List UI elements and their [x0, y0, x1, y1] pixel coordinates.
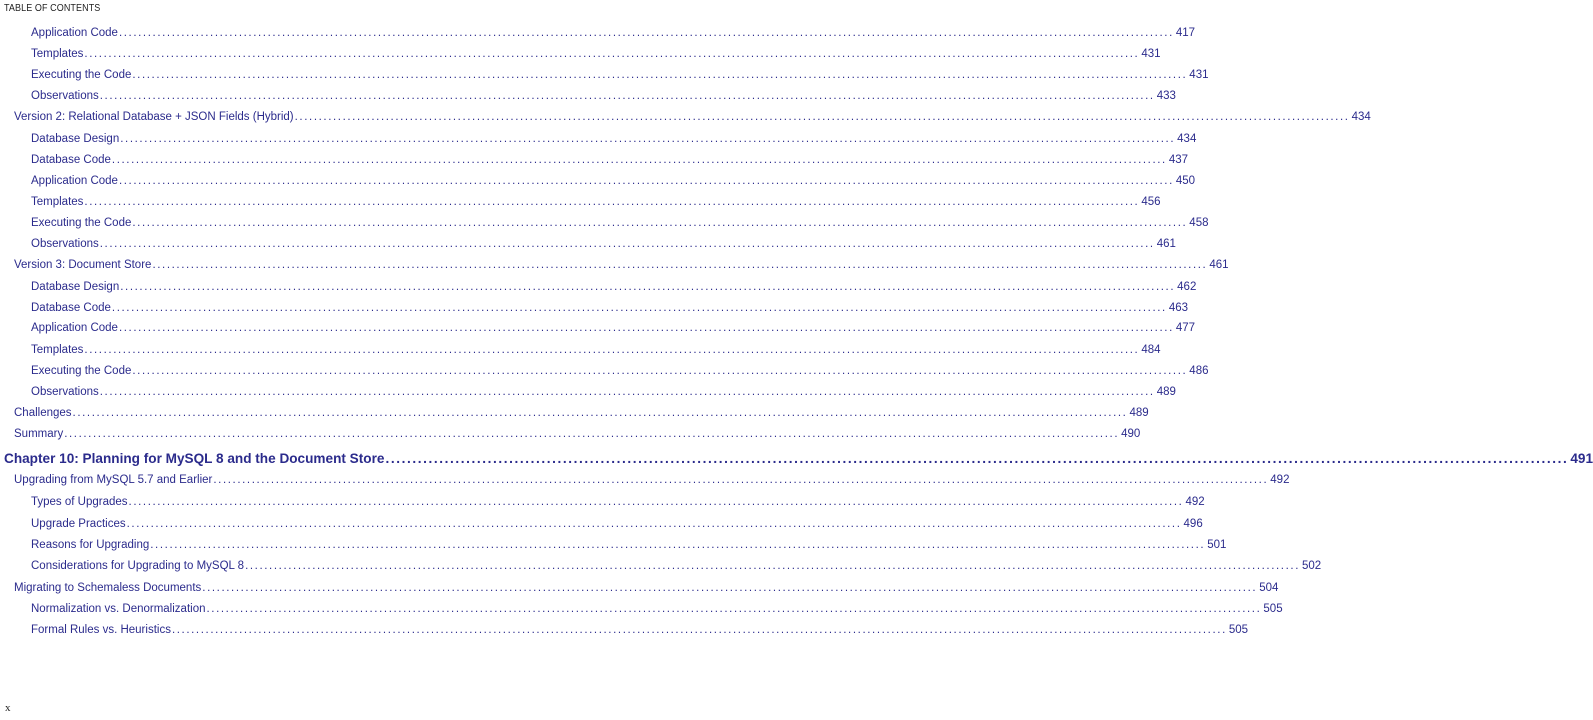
- running-head: TABLE OF CONTENTS: [4, 3, 101, 14]
- toc-entry-page: 491: [1570, 451, 1593, 466]
- toc-entry[interactable]: [31, 603, 1283, 618]
- toc-entry[interactable]: [31, 27, 1196, 42]
- dot-leader: ............................................................................................................................................................................................................................: [126, 518, 1182, 530]
- toc-entry-page: 501: [1207, 539, 1227, 551]
- toc-entry-page: 489: [1156, 386, 1176, 398]
- dot-leader: ............................................................................................................................................................................................................................: [206, 603, 1262, 615]
- toc-entry[interactable]: [31, 539, 1227, 554]
- toc-entry[interactable]: [31, 518, 1203, 533]
- toc-entry[interactable]: [14, 259, 1229, 274]
- dot-leader: ............................................................................................................................................................................................................................: [150, 539, 1206, 551]
- dot-leader: ............................................................................................................................................................................................................................: [118, 27, 1174, 39]
- toc-entry-page: 496: [1183, 518, 1203, 530]
- dot-leader: ............................................................................................................................................................................................................................: [294, 111, 1350, 123]
- dot-leader: ............................................................................................................................................................................................................................: [213, 474, 1269, 486]
- toc-entry-page: 450: [1175, 175, 1196, 187]
- dot-leader: ............................................................................................................................................................................................................................: [128, 496, 1184, 508]
- toc-entry-page: 462: [1177, 281, 1197, 293]
- toc-entry[interactable]: [14, 428, 1141, 443]
- page-number: x: [5, 702, 11, 714]
- toc-entry-page: 456: [1141, 196, 1161, 208]
- toc-entry-page: 489: [1129, 407, 1149, 419]
- toc-entry[interactable]: [31, 386, 1176, 401]
- toc-entry-title: Reasons for Upgrading: [31, 539, 150, 551]
- toc-entry-page: 492: [1185, 496, 1205, 508]
- toc-entry[interactable]: [31, 133, 1197, 148]
- toc-entry[interactable]: [31, 154, 1189, 169]
- toc-entry[interactable]: [31, 238, 1176, 253]
- toc-entry-title: Templates: [31, 48, 84, 60]
- dot-leader: ............................................................................................................................................................................................................................: [171, 624, 1227, 636]
- toc-entry-title: Application Code: [31, 322, 118, 334]
- toc-entry-page: 461: [1156, 238, 1176, 250]
- dot-leader: ............................................................................................................................................................................................................................: [111, 154, 1167, 166]
- dot-leader: ............................................................................................................................................................................................................................: [385, 451, 1569, 466]
- toc-entry-page: 504: [1259, 582, 1279, 594]
- toc-entry-title: Version 3: Document Store: [14, 259, 152, 271]
- dot-leader: ............................................................................................................................................................................................................................: [132, 217, 1188, 229]
- toc-entry[interactable]: [31, 624, 1249, 639]
- toc-entry-title: Version 2: Relational Database + JSON Fields (Hybrid): [14, 111, 294, 123]
- toc-entry-title: Summary: [14, 428, 64, 440]
- dot-leader: ............................................................................................................................................................................................................................: [118, 322, 1174, 334]
- toc-entry-title: Executing the Code: [31, 365, 132, 377]
- toc-entry-page: 434: [1177, 133, 1197, 145]
- toc-entry-title: Migrating to Schemaless Documents: [14, 582, 202, 594]
- toc-entry-title: Templates: [31, 344, 84, 356]
- dot-leader: ............................................................................................................................................................................................................................: [120, 281, 1176, 293]
- toc-entry-page: 505: [1228, 624, 1249, 636]
- toc-entry-title: Observations: [31, 90, 99, 102]
- toc-entry-page: 433: [1156, 90, 1176, 102]
- dot-leader: ............................................................................................................................................................................................................................: [84, 196, 1140, 208]
- toc-entry-title: Challenges: [14, 407, 72, 419]
- toc-entry-title: Normalization vs. Denormalization: [31, 603, 206, 615]
- toc-entry[interactable]: [31, 196, 1161, 211]
- toc-entry[interactable]: [31, 365, 1209, 380]
- toc-entry-title: Considerations for Upgrading to MySQL 8: [31, 560, 245, 572]
- toc-entry[interactable]: [31, 69, 1209, 84]
- toc-entry[interactable]: [31, 48, 1161, 63]
- toc-entry-title: Types of Upgrades: [31, 496, 128, 508]
- toc-entry[interactable]: [31, 322, 1196, 337]
- toc-entry-page: 477: [1175, 322, 1196, 334]
- toc-entry-page: 502: [1302, 560, 1322, 572]
- toc-entry-title: Templates: [31, 196, 84, 208]
- toc-entry-page: 431: [1141, 48, 1161, 60]
- toc-entry-page: 431: [1189, 69, 1209, 81]
- toc-entry-page: 484: [1141, 344, 1161, 356]
- toc-entry[interactable]: [31, 496, 1205, 511]
- toc-entry-title: Observations: [31, 386, 99, 398]
- toc-entry-page: 437: [1168, 154, 1189, 166]
- dot-leader: ............................................................................................................................................................................................................................: [99, 238, 1155, 250]
- dot-leader: ............................................................................................................................................................................................................................: [132, 365, 1188, 377]
- dot-leader: ............................................................................................................................................................................................................................: [111, 302, 1167, 314]
- dot-leader: ............................................................................................................................................................................................................................: [64, 428, 1120, 440]
- toc-entry-title: Observations: [31, 238, 99, 250]
- toc-entry[interactable]: [14, 407, 1149, 422]
- toc-entry-page: 486: [1189, 365, 1209, 377]
- toc-entry[interactable]: [31, 217, 1209, 232]
- toc-entry-page: 458: [1189, 217, 1209, 229]
- dot-leader: ............................................................................................................................................................................................................................: [99, 90, 1155, 102]
- dot-leader: ............................................................................................................................................................................................................................: [120, 133, 1176, 145]
- toc-entry-title: Database Code: [31, 154, 111, 166]
- dot-leader: ............................................................................................................................................................................................................................: [84, 344, 1140, 356]
- toc-entry[interactable]: [31, 90, 1176, 105]
- toc-entry-title: Upgrading from MySQL 5.7 and Earlier: [14, 474, 213, 486]
- toc-entry-page: 505: [1263, 603, 1283, 615]
- toc-entry-page: 434: [1351, 111, 1371, 123]
- toc-entry-title: Executing the Code: [31, 217, 132, 229]
- dot-leader: ............................................................................................................................................................................................................................: [202, 582, 1258, 594]
- toc-chapter-entry[interactable]: [4, 451, 1593, 469]
- toc-entry-title: Formal Rules vs. Heuristics: [31, 624, 171, 636]
- toc-entry-page: 490: [1121, 428, 1141, 440]
- toc-entry-title: Application Code: [31, 175, 118, 187]
- toc-entry-title: Upgrade Practices: [31, 518, 126, 530]
- toc-entry-title: Application Code: [31, 27, 118, 39]
- toc-entry-page: 463: [1168, 302, 1189, 314]
- toc-entry-title: Chapter 10: Planning for MySQL 8 and the Document Store: [4, 451, 385, 466]
- toc-entry-page: 461: [1209, 259, 1229, 271]
- dot-leader: ............................................................................................................................................................................................................................: [245, 560, 1300, 572]
- toc-entry[interactable]: [14, 582, 1279, 597]
- dot-leader: ............................................................................................................................................................................................................................: [118, 175, 1174, 187]
- toc-entry-page: 417: [1175, 27, 1196, 39]
- dot-leader: ............................................................................................................................................................................................................................: [72, 407, 1128, 419]
- dot-leader: ............................................................................................................................................................................................................................: [132, 69, 1188, 81]
- toc-entry[interactable]: [31, 560, 1322, 575]
- toc-entry[interactable]: [31, 302, 1189, 317]
- dot-leader: ............................................................................................................................................................................................................................: [84, 48, 1140, 60]
- dot-leader: ............................................................................................................................................................................................................................: [152, 259, 1208, 271]
- toc-entry[interactable]: [31, 344, 1161, 359]
- toc-entry[interactable]: [31, 175, 1196, 190]
- toc-entry[interactable]: [14, 111, 1371, 126]
- toc-entry-title: Database Code: [31, 302, 111, 314]
- toc-entry[interactable]: [14, 474, 1290, 489]
- toc-entry[interactable]: [31, 281, 1197, 296]
- toc-entry-title: Executing the Code: [31, 69, 132, 81]
- dot-leader: ............................................................................................................................................................................................................................: [99, 386, 1155, 398]
- toc-entry-title: Database Design: [31, 133, 120, 145]
- toc-entry-page: 492: [1270, 474, 1290, 486]
- toc-entry-title: Database Design: [31, 281, 120, 293]
